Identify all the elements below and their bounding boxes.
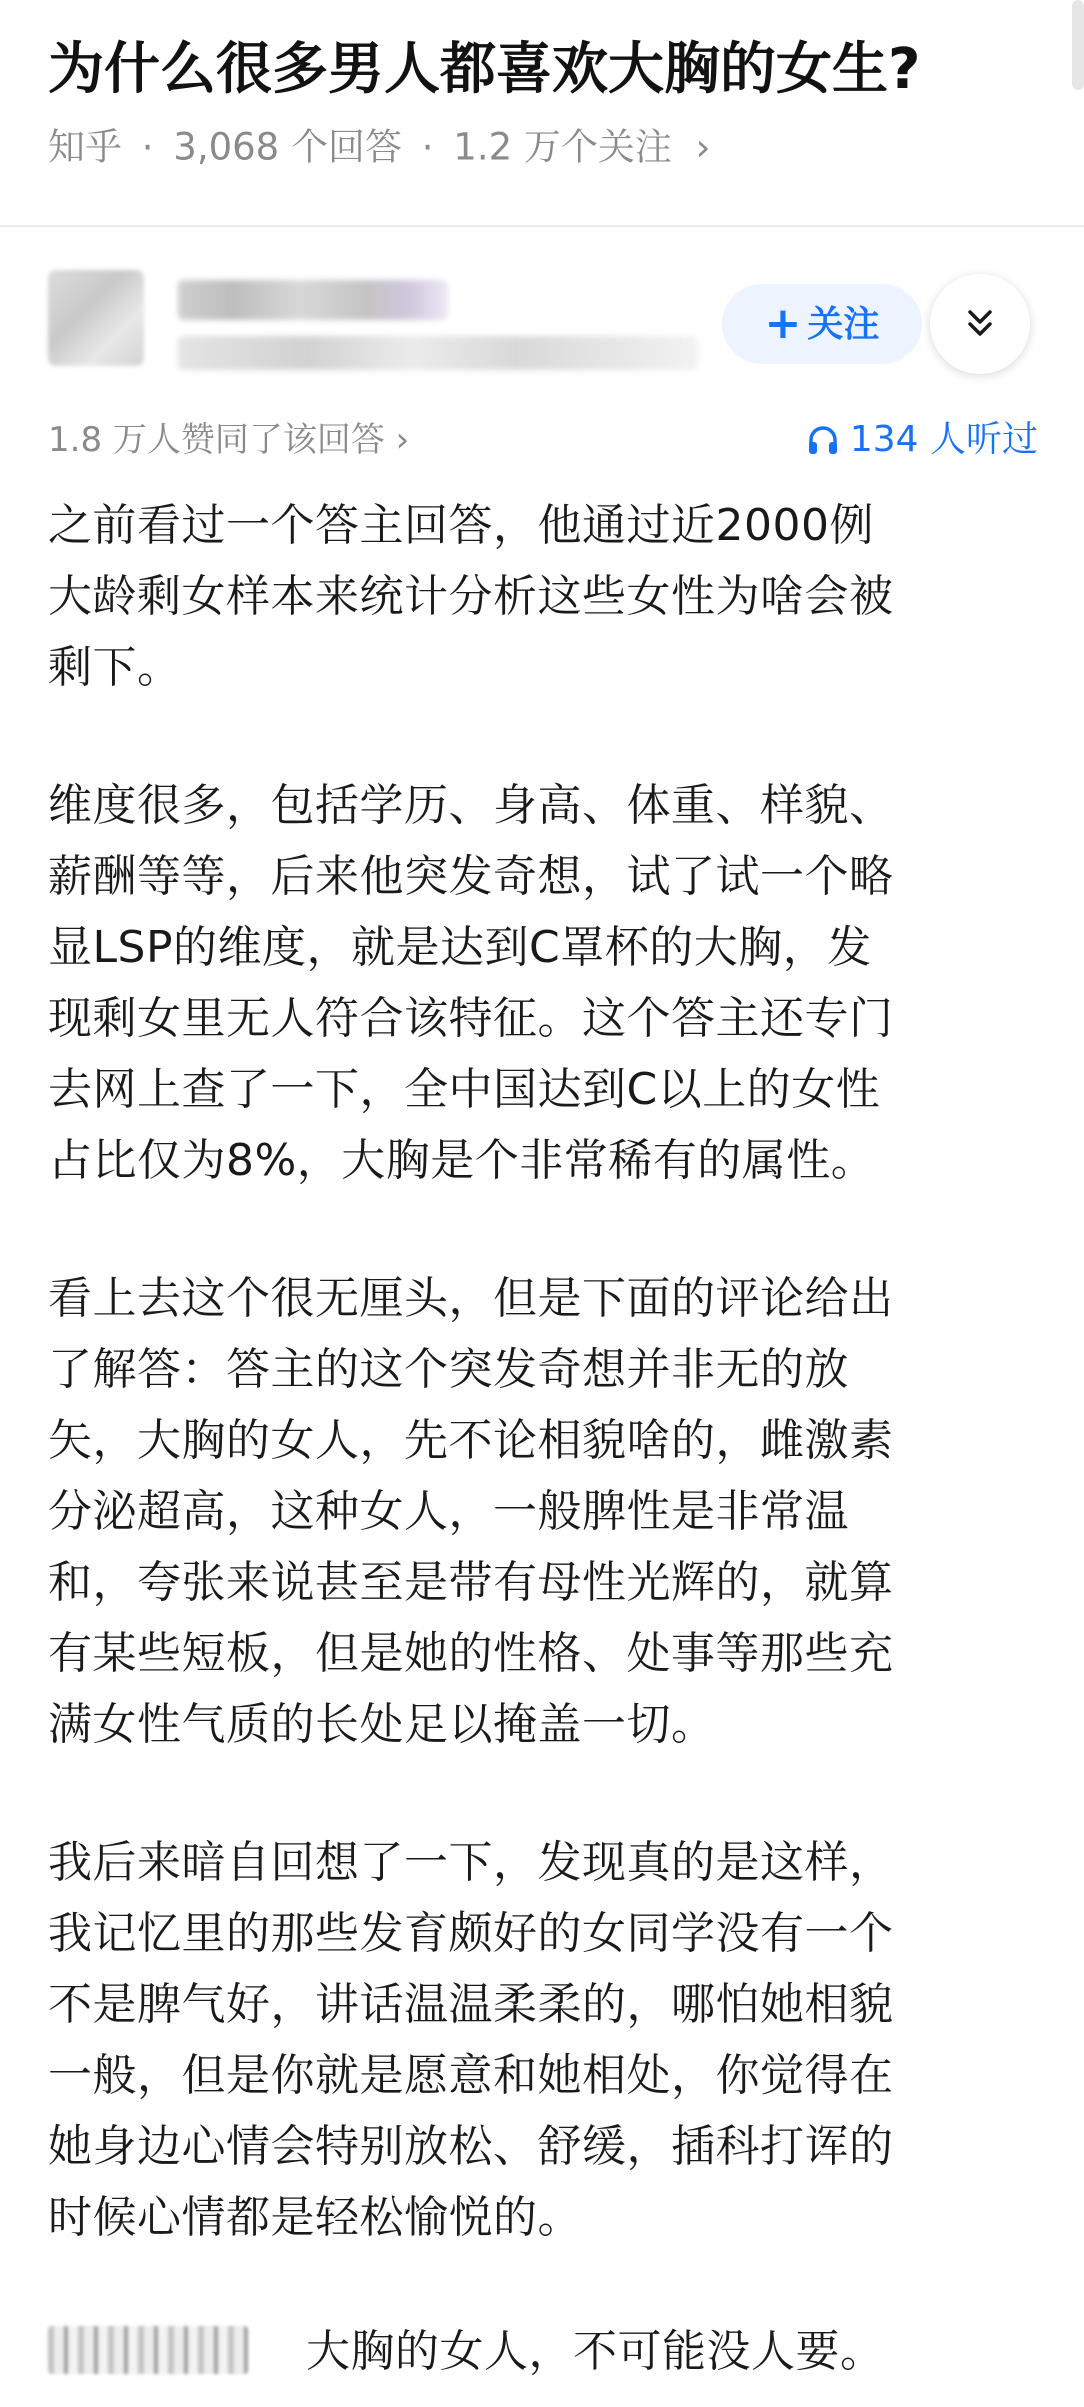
- answer-body: [48, 490, 1048, 2320]
- blurred-content: [48, 2326, 248, 2374]
- follower-count: 1.2 万个关注: [453, 125, 672, 169]
- text-line: 她身边心情会特别放松、舒缓，插科打诨的: [48, 2121, 894, 2172]
- chevron-right-icon: ›: [695, 125, 711, 169]
- text-line: 维度很多，包括学历、身高、体重、样貌、: [48, 780, 894, 831]
- follow-button[interactable]: [722, 284, 922, 364]
- answer-count: 3,068 个回答: [173, 125, 402, 169]
- listen-count[interactable]: [806, 410, 1038, 470]
- source-label: 知乎: [48, 125, 122, 169]
- question-title[interactable]: 为什么很多男人都喜欢大胸的女生?: [48, 37, 921, 102]
- text-line: 满女性气质的长处足以掩盖一切。: [48, 1699, 716, 1750]
- text-line: 了解答：答主的这个突发奇想并非无的放: [48, 1344, 849, 1395]
- scrollbar[interactable]: [1072, 0, 1084, 90]
- text-line: 看上去这个很无厘头，但是下面的评论给出: [48, 1273, 894, 1324]
- author-name-blurred[interactable]: [178, 280, 448, 320]
- question-header: [0, 0, 1084, 227]
- paragraph: [48, 1827, 1048, 2253]
- closing-sentence: 大胸的女人，不可能没人要。: [306, 2326, 885, 2377]
- avatar[interactable]: [48, 270, 144, 366]
- text-line: 分泌超高，这种女人，一般脾性是非常温: [48, 1486, 849, 1537]
- collapse-button[interactable]: [930, 274, 1030, 374]
- meta-separator: ·: [421, 125, 434, 169]
- paragraph: [48, 1263, 1048, 1760]
- meta-separator: ·: [141, 125, 154, 169]
- author-row: [48, 258, 1038, 388]
- question-meta[interactable]: [48, 118, 710, 176]
- text-line: 一般，但是你就是愿意和她相处，你觉得在: [48, 2050, 894, 2101]
- text-line: 不是脾气好，讲话温温柔柔的，哪怕她相貌: [48, 1979, 894, 2030]
- stats-row: [48, 410, 1038, 470]
- text-line: 薪酬等等，后来他突发奇想，试了试一个略: [48, 851, 894, 902]
- text-line: 现剩女里无人符合该特征。这个答主还专门: [48, 993, 894, 1044]
- text-line: 去网上查了一下，全中国达到C以上的女性: [48, 1064, 881, 1115]
- text-line: 时候心情都是轻松愉悦的。: [48, 2192, 582, 2243]
- author-bio-blurred: [178, 336, 698, 370]
- paragraph: [48, 770, 1048, 1196]
- text-line: 之前看过一个答主回答，他通过近2000例: [48, 500, 874, 551]
- text-line: 剩下。: [48, 642, 182, 693]
- paragraph: [48, 490, 1048, 703]
- listen-label: 134 人听过: [849, 419, 1038, 460]
- text-line: 矢，大胸的女人，先不论相貌啥的，雌激素: [48, 1415, 894, 1466]
- text-line: 显LSP的维度，就是达到C罩杯的大胸，发: [48, 922, 872, 973]
- headphones-icon: [806, 423, 840, 457]
- plus-icon: +: [764, 298, 802, 349]
- follow-label: 关注: [807, 304, 880, 345]
- upvote-count[interactable]: 1.8 万人赞同了该回答 ›: [48, 420, 410, 460]
- text-line: 有某些短板，但是她的性格、处事等那些充: [48, 1628, 894, 1679]
- text-line: 大龄剩女样本来统计分析这些女性为啥会被: [48, 571, 894, 622]
- text-line: 和，夸张来说甚至是带有母性光辉的，就算: [48, 1557, 894, 1608]
- double-chevron-down-icon: [960, 304, 1000, 344]
- text-line: 占比仅为8%，大胸是个非常稀有的属性。: [48, 1135, 876, 1186]
- last-line: [48, 2312, 1048, 2392]
- text-line: 我记忆里的那些发育颇好的女同学没有一个: [48, 1908, 894, 1959]
- text-line: 我后来暗自回想了一下，发现真的是这样，: [48, 1837, 894, 1888]
